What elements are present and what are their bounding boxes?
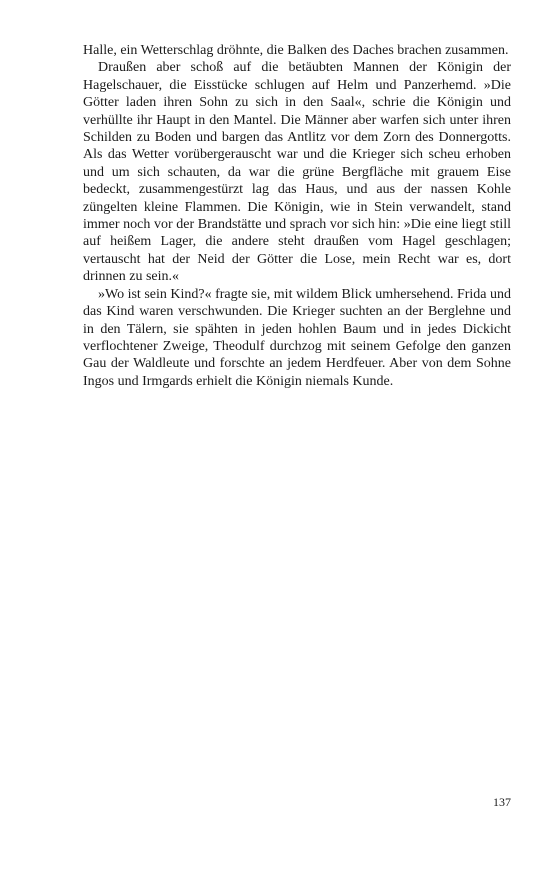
body-text bbox=[83, 42, 511, 390]
page-number: 137 bbox=[493, 795, 511, 809]
paragraph-2: Draußen aber schoß auf die betäubten Mannen der Königin der Hagelschauer, die Eisstücke schlugen auf Helm und Panzerhemd. »Die Götter laden ihren Sohn zu sich in den Saal«, schrie die Königin und verhüllte ihr Haupt in den Mantel. Die Männer aber warfen sich unter ihren Schilden zu Boden und bargen das Antlitz vor dem Zorn des Donnergotts. Als das Wetter vorübergerauscht war und die Krieger sich scheu erhoben und um sich schauten, da war die grüne Bergfläche mit grauem Eise bedeckt, zusammengestürzt lag das Haus, und aus der nassen Kohle züngelten kleine Flammen. Die Königin, wie in Stein verwandelt, stand immer noch vor der Brandstätte und sprach vor sich hin: »Die eine liegt still auf heißem Lager, die andere steht draußen vom Hagel geschlagen; vertauscht hat der Neid der Götter die Lose, mein Recht war es, dort drinnen zu sein.« bbox=[83, 60, 511, 285]
paragraph-3: »Wo ist sein Kind?« fragte sie, mit wildem Blick umhersehend. Frida und das Kind waren verschwunden. Die Krieger suchten an der Berglehne und in den Tälern, sie spähten in jeden hohlen Baum und in jedes Dickicht verflochtener Zweige, Theodulf durchzog mit seinem Gefolge den ganzen Gau der Waldleute und forschte an jedem Herdfeuer. Aber von dem Sohne Ingos und Irmgards erhielt die Königin niemals Kunde. bbox=[83, 286, 511, 389]
paragraph-1: Halle, ein Wetterschlag dröhnte, die Balken des Daches brachen zusammen. bbox=[83, 43, 509, 58]
